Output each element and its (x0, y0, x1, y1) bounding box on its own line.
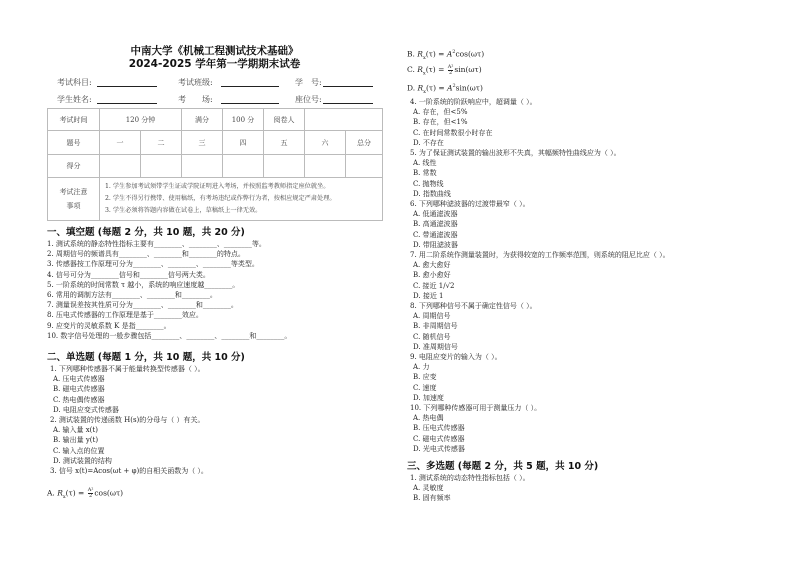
option-10d: D. 光电式传感器 (413, 444, 465, 453)
math-symbol: R (417, 83, 424, 93)
choice-question-2: 2. 测试装置的传递函数 H(s)的分母与（ ）有关。 (50, 416, 205, 425)
question-number-6: 六 (305, 131, 346, 155)
score-cell-total[interactable] (346, 155, 383, 178)
student-name-field[interactable] (97, 103, 157, 104)
exam-time-value: 120 分钟 (100, 109, 182, 131)
option-7a: A. 愈大愈好 (413, 261, 451, 270)
exam-time-label: 考试时间 (48, 109, 100, 131)
option-prefix: D. (407, 83, 418, 93)
score-label: 得分 (48, 155, 100, 178)
option-3b (407, 47, 747, 63)
question-number-5: 五 (264, 131, 305, 155)
option-8a: A. 周期信号 (413, 312, 451, 321)
math-arg: (τ) = (425, 49, 447, 59)
note-item-2: 2. 学生不得另行携带、使用稿纸，有考场违纪或作弊行为者，按相应规定严肃处理。 (105, 195, 336, 202)
math-subscript: x (422, 70, 426, 77)
section-3-title: 三、多选题 (每题 2 分，共 5 题，共 10 分) (407, 461, 599, 473)
math-coef: A (447, 83, 453, 93)
option-2d: D. 测试装置的结构 (53, 456, 112, 465)
option-3c (407, 63, 747, 81)
question-number-2: 二 (141, 131, 182, 155)
table-row-notes (48, 178, 383, 221)
math-coef: A (446, 49, 453, 59)
choice-question-7: 7. 用二阶系统作测量装置时，为获得较宽的工作频率范围，则系统的阻尼比应（ ）。 (410, 250, 670, 259)
fill-question-7: 7. 测量误差按其性质可分为________、________和________。 (47, 301, 238, 310)
multi-option-1b: B. 固有频率 (413, 494, 451, 503)
option-7c: C. 接近 1/√2 (413, 281, 455, 290)
right-column (407, 47, 747, 504)
score-cell-3[interactable] (182, 155, 223, 178)
math-function: sin(ωτ) (455, 83, 483, 93)
fill-question-2: 2. 周期信号的频谱具有________、________和________的特点。 (47, 250, 245, 259)
choice-question-5: 5. 为了保证测试装置的输出波形不失真，其幅频特性曲线应为（ ）。 (410, 148, 621, 157)
fill-question-6: 6. 常用的调制方法有________、________和________。 (47, 291, 217, 300)
math-function: sin(ωτ) (454, 65, 482, 75)
option-prefix: A. (47, 488, 58, 498)
math-symbol: R (57, 488, 63, 498)
field-label-class: 考试班级: (178, 78, 213, 87)
math-superscript: 2 (452, 49, 456, 55)
math-arg: (τ) = (426, 83, 448, 93)
question-number-4: 四 (223, 131, 264, 155)
math-function: cos(ωτ) (94, 488, 124, 498)
option-8b: B. 非周期信号 (413, 322, 458, 331)
math-function: cos(ωτ) (455, 49, 485, 59)
fill-question-8: 8. 压电式传感器的工作原理是基于________效应。 (47, 311, 203, 320)
option-5a: A. 线性 (413, 159, 437, 168)
option-4c: C. 在时间常数很小时存在 (413, 128, 493, 137)
notes-content (100, 178, 383, 221)
notes-label-line1: 考试注意 (59, 188, 88, 196)
score-cell-2[interactable] (141, 155, 182, 178)
fraction-numerator: A² (447, 63, 454, 70)
field-label-student-id: 学 号: (295, 78, 322, 87)
exam-title: 中南大学《机械工程测试技术基础》 (130, 45, 299, 57)
field-label-subject: 考试科目: (57, 78, 92, 87)
choice-question-9: 9. 电阻应变片的输入为（ ）。 (410, 352, 502, 361)
full-score-label: 满分 (182, 109, 223, 131)
class-field[interactable] (221, 86, 279, 87)
fill-question-10: 10. 数字信号处理的一般步骤包括________、________、________和________。 (47, 331, 292, 340)
option-10a: A. 热电偶 (413, 414, 444, 423)
math-subscript: x (62, 494, 66, 501)
choice-question-6: 6. 下列哪种滤波器的过渡带最窄（ ）。 (410, 199, 530, 208)
option-1c: C. 热电偶传感器 (53, 395, 105, 404)
subject-field[interactable] (97, 86, 157, 87)
math-subscript: x (423, 88, 426, 95)
math-subscript: x (422, 55, 426, 61)
option-9d: D. 加速度 (413, 393, 444, 402)
math-arg: (τ) = (65, 488, 87, 498)
math-arg: (τ) = (425, 65, 447, 75)
field-label-seat: 座位号: (295, 95, 322, 104)
exam-room-field[interactable] (221, 103, 279, 104)
choice-question-3: 3. 信号 x(t)=Acos(ωt + φ)的自相关函数为（ ）。 (50, 467, 208, 476)
math-superscript: 2 (452, 82, 456, 89)
option-prefix: B. (407, 49, 418, 59)
field-label-name: 学生姓名: (57, 95, 92, 104)
choice-question-8: 8. 下列哪种信号不属于确定性信号（ ）。 (410, 301, 537, 310)
option-6a: A. 低通滤波器 (413, 210, 458, 219)
score-cell-4[interactable] (223, 155, 264, 178)
option-10c: C. 磁电式传感器 (413, 434, 465, 443)
option-2b: B. 输出量 y(t) (53, 436, 99, 445)
option-6b: B. 高通滤波器 (413, 220, 458, 229)
notes-label-line2: 事项 (66, 202, 81, 210)
option-2c: C. 输入点的位置 (53, 446, 105, 455)
multi-question-1: 1. 测试系统的动态特性指标包括（ ）。 (410, 474, 530, 483)
option-6d: D. 带阻滤波器 (413, 240, 458, 249)
exam-info-table (47, 108, 383, 221)
option-9c: C. 速度 (413, 383, 437, 392)
option-3a (47, 488, 387, 502)
fraction-denominator: 2 (88, 493, 93, 500)
option-prefix: C. (407, 65, 418, 75)
table-row-question-numbers (48, 131, 383, 155)
option-8d: D. 准周期信号 (413, 342, 458, 351)
fill-question-4: 4. 信号可分为________信号和________信号两大类。 (47, 270, 210, 279)
info-row-1 (47, 73, 382, 90)
option-8c: C. 随机信号 (413, 332, 451, 341)
left-column (47, 45, 382, 107)
multi-option-1a: A. 灵敏度 (413, 484, 444, 493)
choice-question-4: 4. 一阶系统的阶跃响应中，超调量（ ）。 (410, 97, 537, 106)
choice-question-1: 1. 下列哪种传感器不属于能量转换型传感器（ ）。 (50, 365, 205, 373)
score-cell-5[interactable] (264, 155, 305, 178)
option-10b: B. 压电式传感器 (413, 424, 465, 433)
choice-question-10: 10. 下列哪种传感器可用于测量压力（ ）。 (410, 404, 542, 412)
score-cell-1[interactable] (100, 155, 141, 178)
exam-subtitle: 2024-2025 学年第一学期期末试卷 (128, 58, 301, 70)
full-score-value: 100 分 (223, 109, 264, 131)
section-single-choice (47, 352, 387, 502)
option-4a: A. 存在，但<5% (413, 108, 468, 117)
fraction-numerator: A² (87, 487, 94, 494)
question-number-label: 题号 (48, 131, 100, 155)
option-5c: C. 抛物线 (413, 179, 444, 188)
option-1a: A. 压电式传感器 (53, 375, 105, 384)
grader-field[interactable] (305, 109, 383, 131)
section-1-title: 一、填空题 (每题 2 分，共 10 题，共 20 分) (47, 227, 245, 238)
fill-question-3: 3. 传感器按工作原理可分为________、________、________等类型。 (47, 260, 259, 269)
option-5d: D. 指数曲线 (413, 189, 451, 198)
math-symbol: R (417, 65, 423, 75)
option-4d: D. 不存在 (413, 138, 444, 147)
fraction-denominator: 2 (449, 69, 453, 76)
student-id-field[interactable] (323, 86, 373, 87)
notes-label (48, 178, 100, 221)
note-item-1: 1. 学生参加考试须带学生证或学院证明进入考场，并按照监考教师指定座位就坐。 (105, 183, 330, 190)
option-6c: C. 带通滤波器 (413, 230, 458, 239)
math-fraction (448, 65, 454, 76)
option-9b: B. 应变 (413, 373, 437, 382)
option-4b: B. 存在，但<1% (413, 118, 468, 127)
field-label-room: 考 场: (178, 95, 213, 104)
question-number-3: 三 (182, 131, 223, 155)
fill-question-9: 9. 应变片的灵敏系数 K 是指________。 (47, 321, 171, 330)
option-1d: D. 电阻应变式传感器 (53, 405, 119, 414)
option-5b: B. 常数 (413, 169, 437, 178)
section-fill-in (47, 227, 387, 341)
table-row-exam-info (48, 109, 383, 131)
seat-number-field[interactable] (323, 103, 373, 104)
option-7d: D. 接近 1 (413, 291, 444, 300)
math-fraction (88, 488, 94, 499)
info-row-2 (47, 90, 382, 107)
option-3d (407, 81, 747, 97)
option-1b: B. 磁电式传感器 (53, 385, 105, 394)
question-number-1: 一 (100, 131, 141, 155)
section-2-title: 二、单选题 (每题 1 分，共 10 题，共 10 分) (47, 352, 245, 363)
score-cell-6[interactable] (305, 155, 346, 178)
fill-question-1: 1. 测试系统的静态特性指标主要有________、________、________等。 (47, 240, 266, 248)
note-item-3: 3. 学生必须将答题内容做在试卷上，草稿纸上一律无效。 (105, 207, 262, 214)
grader-label: 阅卷人 (264, 109, 305, 131)
fill-question-5: 5. 一阶系统的时间常数 τ 越小，系统的响应速度越________。 (47, 280, 240, 289)
question-number-total: 总分 (346, 131, 383, 155)
table-row-scores (48, 155, 383, 178)
option-7b: B. 愈小愈好 (413, 271, 451, 280)
math-symbol: R (417, 49, 423, 59)
option-9a: A. 力 (413, 363, 430, 372)
option-2a: A. 输入量 x(t) (53, 426, 98, 435)
